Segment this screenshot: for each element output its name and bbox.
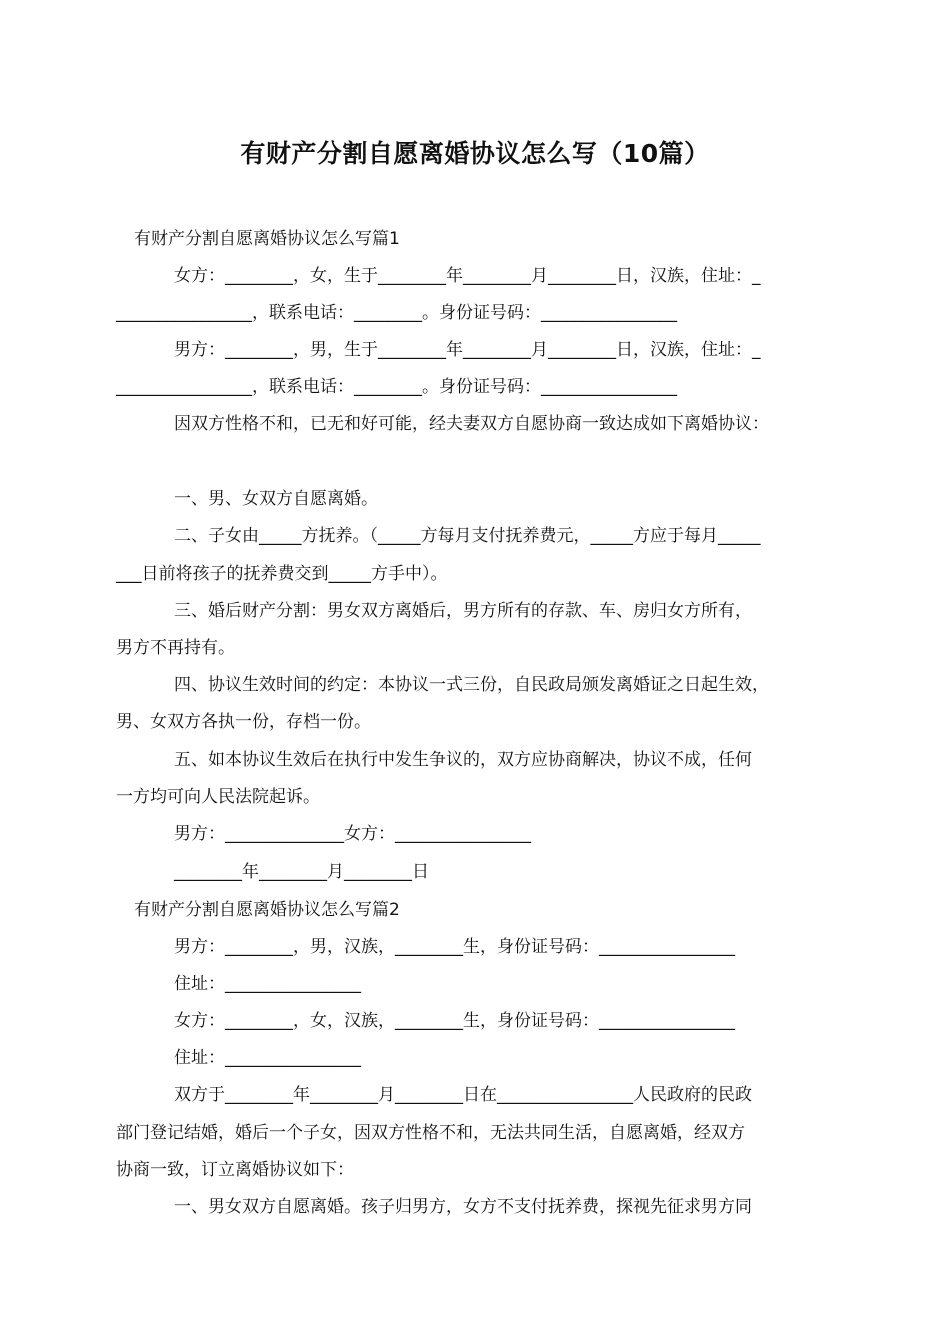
paragraph-line: 一方均可向人民法院起诉。 — [116, 787, 320, 807]
paragraph-line: 男方不再持有。 — [116, 638, 235, 658]
paragraph-line: 三、婚后财产分割：男女双方离婚后，男方所有的存款、车、房归女方所有， — [174, 601, 752, 621]
paragraph-line: 五、如本协议生效后在执行中发生争议的，双方应协商解决，协议不成，任何 — [174, 750, 752, 770]
paragraph-line: 一、男女双方自愿离婚。孩子归男方，女方不支付抚养费，探视先征求男方同 — [174, 1197, 752, 1217]
paragraph-line: 男方：________，男，生于________年________月________日，汉族，住址：_ — [174, 340, 761, 360]
paragraph-line: 一、男、女双方自愿离婚。 — [174, 489, 378, 509]
paragraph-line: 协商一致，订立离婚协议如下： — [116, 1160, 354, 1180]
section-heading-2: 有财产分割自愿离婚协议怎么写篇2 — [134, 900, 400, 920]
paragraph-line: 住址：________________ — [174, 974, 361, 994]
paragraph-line: 二、子女由_____方抚养。（_____方每月支付抚养费元，_____方应于每月_____ — [174, 526, 761, 546]
paragraph-line: 双方于________年________月________日在________________人民政府的民政 — [174, 1085, 752, 1105]
paragraph-line: ________________，联系电话：________。身份证号码：________________ — [116, 377, 677, 397]
paragraph-line: 女方：________，女，汉族，________生，身份证号码：________________ — [174, 1011, 735, 1031]
paragraph-line: 部门登记结婚，婚后一个子女，因双方性格不和，无法共同生活，自愿离婚，经双方 — [116, 1123, 745, 1143]
paragraph-line: ________________，联系电话：________。身份证号码：________________ — [116, 303, 677, 323]
paragraph-line: 住址：________________ — [174, 1048, 361, 1068]
signature-line: 男方：______________女方：________________ — [174, 824, 531, 844]
section-heading-1: 有财产分割自愿离婚协议怎么写篇1 — [134, 229, 400, 249]
paragraph-line: 男方：________，男，汉族，________生，身份证号码：________________ — [174, 937, 735, 957]
paragraph-line: 四、协议生效时间的约定：本协议一式三份，自民政局颁发离婚证之日起生效， — [174, 675, 769, 695]
document-title: 有财产分割自愿离婚协议怎么写（10篇） — [240, 139, 710, 168]
paragraph-line: 因双方性格不和，已无和好可能，经夫妻双方自愿协商一致达成如下离婚协议： — [174, 414, 769, 434]
paragraph-line: 男、女双方各执一份，存档一份。 — [116, 712, 371, 732]
paragraph-line: 女方：________，女，生于________年________月________日，汉族，住址：_ — [174, 266, 761, 286]
paragraph-line: ___日前将孩子的抚养费交到_____方手中）。 — [116, 564, 448, 584]
date-line: ________年________月________日 — [174, 862, 429, 882]
